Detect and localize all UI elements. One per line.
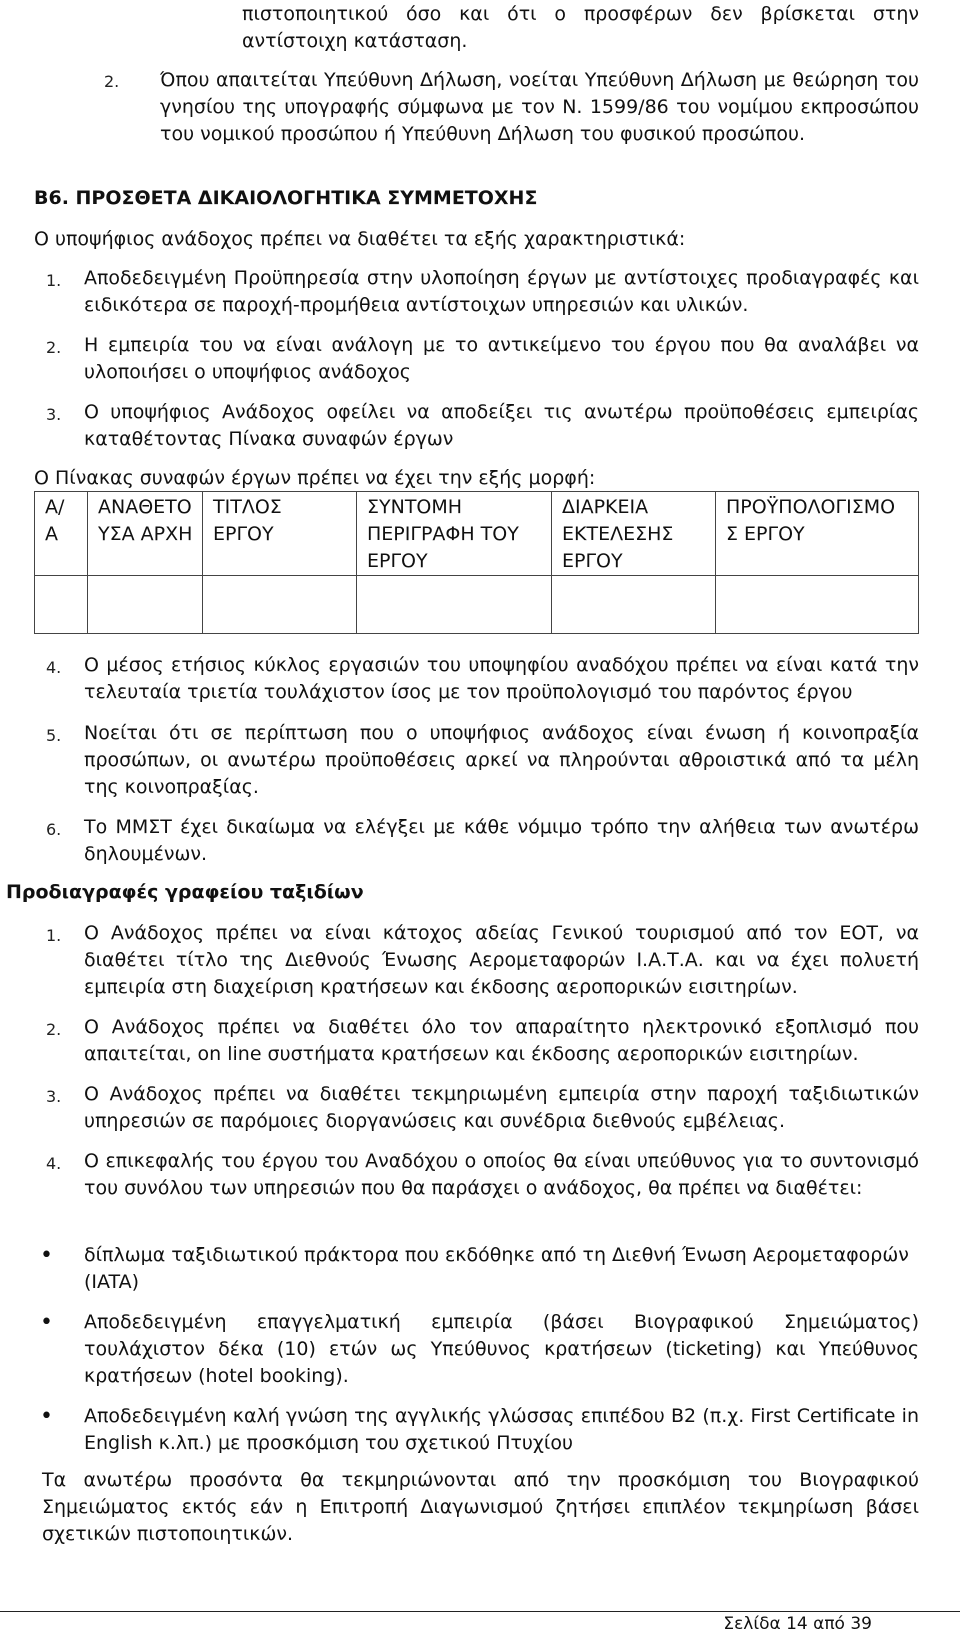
list-item: Ο Ανάδοχος πρέπει να είναι κάτοχος αδείας Γενικού τουρισμού από τον ΕΟΤ, να διαθέτει τίτλο της Διεθνούς Ένωσης Αερομεταφορών Ι.Α.Τ.Α. και να έχει πολυετή εμπειρία στη διαχείριση κρατήσεων και έκδοσης αεροπορικών εισιτηρίων. [84,922,919,998]
table-cell [35,576,88,634]
section-heading-travel: Προδιαγραφές γραφείου ταξιδίων [6,881,364,903]
bullet-icon: • [40,1310,53,1335]
table-row [35,576,919,634]
table-header-row [35,492,919,576]
list-item: Ο επικεφαλής του έργου του Αναδόχου ο οποίος θα είναι υπεύθυνος για το συντονισμό του συνόλου των υπηρεσιών που θα παράσχει ο ανάδοχος, θα πρέπει να διαθέτει: [84,1150,919,1199]
item-number: 3. [46,405,62,424]
item-number: 4. [46,658,62,677]
table-cell [552,576,716,634]
note-number: 2. [104,72,120,91]
continuation-text: πιστοποιητικού όσο και ότι ο προσφέρων δεν βρίσκεται στην αντίστοιχη κατάσταση. [242,3,919,52]
table-header-cell: ΣΥΝΤΟΜΗ ΠΕΡΙΓΡΑΦΗ ΤΟΥ ΕΡΓΟΥ [357,492,552,576]
page-number: Σελίδα 14 από 39 [723,1614,872,1634]
bullet-item: Αποδεδειγμένη καλή γνώση της αγγλικής γλώσσας επιπέδου Β2 (π.χ. First Certificate in English κ.λπ.) με προσκόμιση του σχετικού Πτυχίου [84,1405,919,1454]
table-header-cell: ΤΙΤΛΟΣ ΕΡΓΟΥ [203,492,357,576]
note-text: Όπου απαιτείται Υπεύθυνη Δήλωση, νοείται Υπεύθυνη Δήλωση με θεώρηση του γνησίου της υπογραφής σύμφωνα με τον Ν. 1599/86 του νομίμου εκπροσώπου του νομικού προσώπου ή Υπεύθυνη Δήλωση του φυσικού προσώπου. [160,69,919,145]
list-item: Νοείται ότι σε περίπτωση που ο υποψήφιος ανάδοχος είναι ένωση ή κοινοπραξία προσώπων, οι ανωτέρω προϋποθέσεις αρκεί να πληρούνται αθροιστικά από τα μέλη της κοινοπραξίας. [84,722,919,798]
section-heading-b6: Β6. ΠΡΟΣΘΕΤΑ ΔΙΚΑΙΟΛΟΓΗΤΙΚΑ ΣΥΜΜΕΤΟΧΗΣ [34,187,538,209]
table-cell [88,576,203,634]
item-number: 3. [46,1087,62,1106]
closing-paragraph: Τα ανωτέρω προσόντα θα τεκμηριώνονται από την προσκόμιση του Βιογραφικού Σημειώματος εκτός εάν η Επιτροπή Διαγωνισμού ζητήσει επιπλέον τεκμηρίωση βάσει σχετικών πιστοποιητικών. [42,1469,919,1545]
list-item: Το ΜΜΣΤ έχει δικαίωμα να ελέγξει με κάθε νόμιμο τρόπο την αλήθεια των ανωτέρω δηλουμένων. [84,816,919,865]
item-number: 5. [46,726,62,745]
table-header-cell: ΔΙΑΡΚΕΙΑ ΕΚΤΕΛΕΣΗΣ ΕΡΓΟΥ [552,492,716,576]
list-item: Ο Ανάδοχος πρέπει να διαθέτει όλο τον απαραίτητο ηλεκτρονικό εξοπλισμό που απαιτείται, on line συστήματα κρατήσεων και έκδοσης αεροπορικών εισιτηρίων. [84,1016,919,1065]
section-intro: Ο υποψήφιος ανάδοχος πρέπει να διαθέτει τα εξής χαρακτηριστικά: [34,228,686,250]
list-item: Ο υποψήφιος Ανάδοχος οφείλει να αποδείξει τις ανωτέρω προϋποθέσεις εμπειρίας καταθέτοντας Πίνακα συναφών έργων [84,401,919,450]
list-item: Ο μέσος ετήσιος κύκλος εργασιών του υποψηφίου αναδόχου πρέπει να είναι κατά την τελευταία τριετία τουλάχιστον ίσος με τον προϋπολογισμό του παρόντος έργου [84,654,919,703]
table-intro: Ο Πίνακας συναφών έργων πρέπει να έχει την εξής μορφή: [34,467,596,489]
footer-divider [0,1611,960,1612]
bullet-icon: • [40,1404,53,1429]
list-item: Η εμπειρία του να είναι ανάλογη με το αντικείμενο του έργου που θα αναλάβει να υλοποιήσει ο υποψήφιος ανάδοχος [84,334,919,383]
table-cell [357,576,552,634]
bullet-icon: • [40,1243,53,1268]
item-number: 2. [46,338,62,357]
item-number: 6. [46,820,62,839]
bullet-item: δίπλωμα ταξιδιωτικού πράκτορα που εκδόθηκε από τη Διεθνή Ένωση Αερομεταφορών (IATA) [84,1244,909,1293]
table-cell [203,576,357,634]
item-number: 1. [46,271,62,290]
bullet-item: Αποδεδειγμένη επαγγελματική εμπειρία (βάσει Βιογραφικού Σημειώματος) τουλάχιστον δέκα (10) ετών ως Υπεύθυνος κρατήσεων (ticketing) και Υπεύθυνος κρατήσεων (hotel booking). [84,1311,919,1387]
item-number: 2. [46,1020,62,1039]
projects-table [34,491,919,634]
item-number: 1. [46,926,62,945]
table-header-cell: Α/ Α [35,492,88,576]
table-header-cell: ΑΝΑΘΕΤΟ ΥΣΑ ΑΡΧΗ [88,492,203,576]
list-item: Ο Ανάδοχος πρέπει να διαθέτει τεκμηριωμένη εμπειρία στην παροχή ταξιδιωτικών υπηρεσιών σε παρόμοιες διοργανώσεις και συνέδρια διεθνούς εμβέλειας. [84,1083,919,1132]
item-number: 4. [46,1154,62,1173]
table-header-cell: ΠΡΟΫΠΟΛΟΓΙΣΜΟ Σ ΕΡΓΟΥ [716,492,919,576]
table-cell [716,576,919,634]
list-item: Αποδεδειγμένη Προϋπηρεσία στην υλοποίηση έργων με αντίστοιχες προδιαγραφές και ειδικότερα σε παροχή-προμήθεια αντίστοιχων υπηρεσιών και υλικών. [84,267,919,316]
